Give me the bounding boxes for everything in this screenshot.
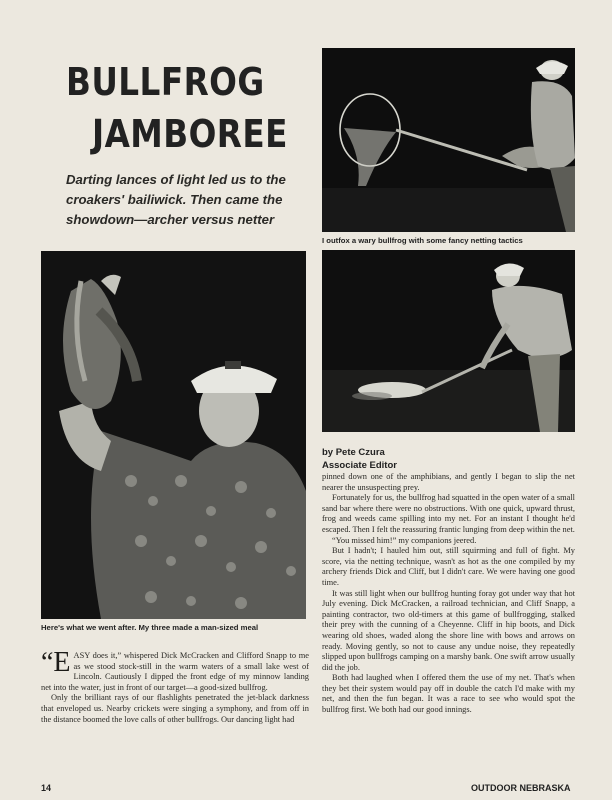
body-paragraph: pinned down one of the amphibians, and gently I began to slip the net nearer the unsuspecting prey. <box>322 472 575 492</box>
body-paragraph: Fortunately for us, the bullfrog had squatted in the open water of a small sand bar where there were no obstructions. With one quick, upward thrust, frog and weeds came spilling into my net. For an instant I thought he'd escaped. Then I felt the reassuring frantic lunging from deep within the net. <box>322 493 575 534</box>
page-number: 14 <box>41 783 52 793</box>
article-body-left-column <box>41 651 309 767</box>
photo-caption-bullfrogs: Here's what we went after. My three made a man-sized meal <box>41 623 259 632</box>
body-paragraph-text: ASY does it,” whispered Dick McCracken and Clifford Snapp to me as we stood stock-still in the warm waters of a small lake west of Lincoln. Cautiously I dipped the front edge of my minnow landing net into the water, just in front of our target—a good-sized bullfrog. <box>41 651 309 692</box>
article-deck: Darting lances of light led us to the croakers' bailiwick. Then came the showdown—archer versus netter <box>66 172 286 227</box>
body-paragraph <box>41 651 309 693</box>
article-title-line-1: BULLFROG <box>66 60 265 104</box>
article-body-right-column <box>322 472 575 772</box>
body-paragraph: Both had laughed when I offered them the use of my net. That's when they bet their system would pay off in double the catch I'd make with my net, and then the fun began. It was a race to see who would spot the bullfrog first. We both had our good innings. <box>322 673 575 715</box>
body-paragraph: It was still light when our bullfrog hunting foray got under way that hot July evening. Dick McCracken, a railroad technician, and Cliff Snapp, a painting contractor, two old-timers at this game of bullfrogging, stalked their prey with the cunning of a Cheyenne. Cliff in hip boots, and Dick wearing old shoes, waded along the shore line with bows and arrows on ready. Moving gently, so not to cause any undue noise, they repeatedly slipped upon bullfrogs camping on a marshy bank. One swift arrow usually did the job. <box>322 588 575 672</box>
photo-netting-bullfrog <box>322 48 575 232</box>
body-paragraph: “You missed him!” my companions jeered. <box>332 535 477 545</box>
magazine-name: OUTDOOR NEBRASKA <box>471 783 571 793</box>
photo-wading-netter <box>322 250 575 432</box>
byline-role: Associate Editor <box>322 460 397 471</box>
body-paragraph: Only the brilliant rays of our flashlights penetrated the jet-black darkness that enveloped us. Nearby crickets were singing a symphony, and from off in the distance boomed the love calls of other bullfrogs. Our dancing light had <box>41 693 309 724</box>
article-title-line-2: JAMBOREE <box>92 112 288 156</box>
byline-author: by Pete Czura <box>322 447 385 458</box>
body-paragraph: But I hadn't; I hauled him out, still squirming and full of fight. My score, via the netting technique, wasn't as hot as the one compiled by my archery friends Dick and Cliff, but I didn't care. We were having one good time. <box>322 546 575 587</box>
drop-cap: “E <box>41 651 71 678</box>
photo-holding-bullfrogs <box>41 251 306 619</box>
photo-caption-netting: I outfox a wary bullfrog with some fancy netting tactics <box>322 236 523 245</box>
byline <box>322 446 397 472</box>
